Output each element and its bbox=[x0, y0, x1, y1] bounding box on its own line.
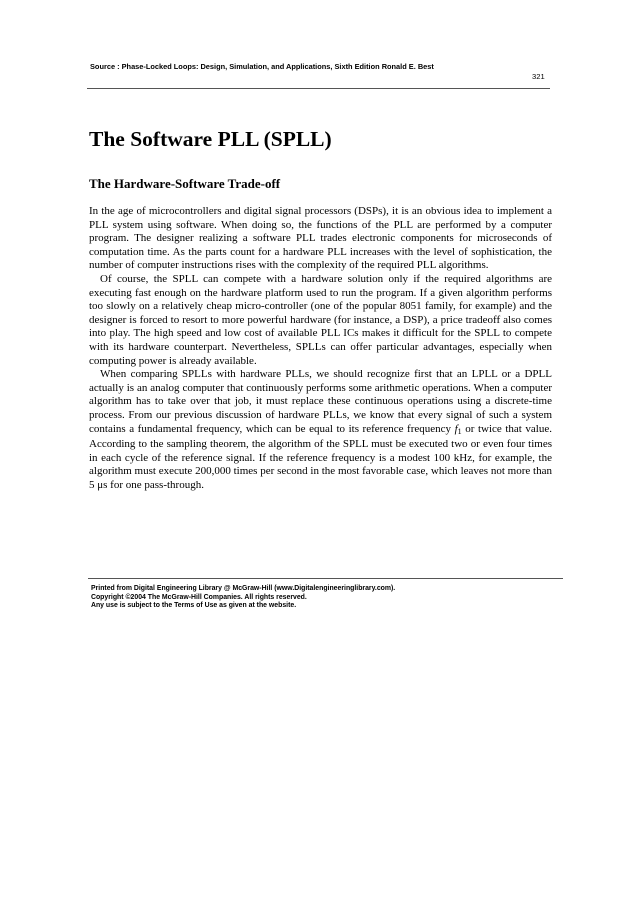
paragraph-2: Of course, the SPLL can compete with a hardware solution only if the required algorithms are executing fast enough on the hardware platform used to run the program. If a given algorithm performs too slowly on a relatively cheap micro-controller (one of the popular 8051 family, for example) and the designer is forced to resort to more powerful hardware (for instance, a DSP), a price tradeoff also comes into play. The high speed and low cost of available PLL ICs makes it difficult for the SPLL to compete with its hardware counterpart. Nevertheless, SPLLs can offer particular advantages, especially when computing power is already available. bbox=[89, 272, 552, 367]
frequency-subscript: 1 bbox=[457, 426, 462, 436]
footer-line-2: Copyright ©2004 The McGraw-Hill Companies. All rights reserved. bbox=[91, 593, 307, 601]
page-header bbox=[90, 62, 550, 71]
footer-line-1: Printed from Digital Engineering Library @ McGraw-Hill (www.Digitalengineeringlibrary.com). bbox=[91, 585, 396, 592]
source-citation: Source : Phase-Locked Loops: Design, Simulation, and Applications, Sixth Edition Ronald E. Best bbox=[90, 62, 434, 71]
paragraph-3-text-a: When comparing SPLLs with hardware PLLs, we should recognize first that an LPLL or a DPLL actually is an analog computer that continuously performs some arithmetic operations. When a computer algorithm has to take over that job, it must replace these continuous operations using a discrete-time process. From our previous discussion of hardware PLLs, we know that every signal of such a system contains a fundamental frequency, which can be equal to its reference frequency bbox=[89, 368, 552, 435]
section-heading: The Hardware-Software Trade-off bbox=[89, 176, 281, 191]
paragraph-3 bbox=[89, 368, 552, 492]
header-divider bbox=[87, 88, 550, 89]
frequency-symbol: f bbox=[454, 422, 458, 435]
page-number: 321 bbox=[532, 72, 545, 81]
paragraph-3-text-b: or twice that value. According to the sampling theorem, the algorithm of the SPLL must be executed two or even four times in each cycle of the reference signal. If the reference frequency is a modest 100 kHz, for example, the algorithm must execute 200,000 times per second in the most favorable case, which leaves not more than 5 μs for one pass-through. bbox=[89, 422, 552, 491]
page-footer bbox=[91, 585, 561, 611]
footer-divider bbox=[88, 578, 563, 579]
chapter-title: The Software PLL (SPLL) bbox=[89, 127, 332, 151]
body-text bbox=[89, 205, 552, 492]
footer-line-3: Any use is subject to the Terms of Use as given at the website. bbox=[91, 602, 297, 610]
paragraph-1: In the age of microcontrollers and digital signal processors (DSPs), it is an obvious idea to implement a PLL system using software. When doing so, the functions of the PLL are performed by a computer program. The designer realizing a software PLL trades electronic components for microseconds of computation time. As the parts count for a hardware PLL increases with the level of sophistication, the number of computer instructions rises with the complexity of the required PLL algorithms. bbox=[89, 205, 552, 272]
